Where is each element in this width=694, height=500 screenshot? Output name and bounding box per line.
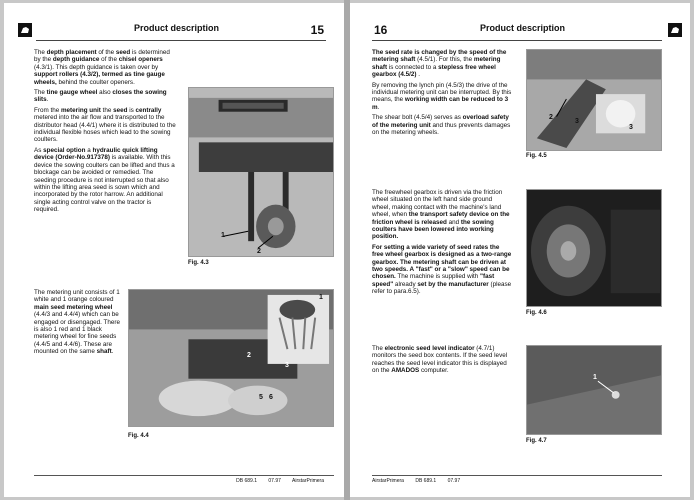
figure-caption: Fig. 4.4: [128, 433, 149, 439]
paragraph: From the metering unit the seed is centrally metered into the air flow and transported to the distributor head (4.4/1) where it is distributed to the individual flexible hoses which lead to the sowing coulters.: [34, 106, 176, 144]
paragraph: For setting a wide variety of seed rates the free wheel gearbox is designed as a two-range gearbox. The metering shaft can be driven at two speeds. A "fast" or a "slow" speed can be chosen. The machine is supplied with "fast speed" already set by the manufacturer (please refer to para.6.5).: [372, 243, 512, 296]
text-column: [372, 49, 512, 139]
text-column: [372, 345, 512, 378]
figure-label: 2: [549, 114, 553, 121]
figure-caption: Fig. 4.5: [526, 153, 547, 159]
figure-label: 1: [319, 294, 323, 301]
page-number: 16: [374, 23, 388, 37]
paragraph: The seed rate is changed by the speed of the metering shaft (4.5/1). For this, the metering shaft is connected to a stepless free wheel gearbox (4.5/2) .: [372, 49, 507, 79]
left-page: [4, 3, 344, 497]
page-number: 15: [310, 23, 324, 37]
figure-caption: Fig. 4.3: [188, 260, 209, 266]
footer-date: 07.97: [447, 478, 461, 484]
figure-caption: Fig. 4.6: [526, 310, 547, 316]
footer-doc-code: DB 689.1: [415, 478, 437, 484]
page-header: [372, 21, 662, 41]
paragraph: By removing the lynch pin (4.5/3) the drive of the individual metering unit can be interrupted. By this means, the working width can be reduced to 3 m.: [372, 81, 512, 111]
footer-model: AirstarPrimera: [372, 478, 404, 484]
brand-logo-icon: [668, 23, 682, 37]
page-title: Product description: [134, 23, 220, 33]
page-title: Product description: [480, 23, 566, 33]
footer-doc-code: DB 689.1: [236, 478, 258, 484]
text-column: [34, 49, 176, 217]
figure-label: 3: [629, 124, 633, 131]
figure-4-3-photo: [188, 87, 334, 257]
paragraph: The depth placement of the seed is determined by the depth guidance of the chisel openers (4.3/1). This depth guidance is taken over by support rollers (4.3/2), termed as tine gauge wheels, behind the coulter openers.: [34, 49, 170, 86]
figure-label: 6: [269, 394, 273, 401]
paragraph: The metering unit consists of 1 white and 1 orange coloured main seed metering wheel (4.4/3 and 4.4/4) which can be engaged or disengaged. There is also 1 red and 1 black metering wheel for fine seeds (4.4/5 and 4.4/6). These are mounted on the same shaft.: [34, 289, 121, 356]
figure-label: 3: [575, 118, 579, 125]
brand-logo-icon: [18, 23, 32, 37]
footer-model: AirstarPrimera: [292, 478, 324, 484]
figure-caption: Fig. 4.7: [526, 438, 547, 444]
figure-4-6-photo: [526, 189, 662, 307]
figure-label: 3: [285, 362, 289, 369]
page-header: [36, 21, 326, 41]
paragraph: The electronic seed level indicator (4.7/1) monitors the seed box contents. If the seed level reaches the seed level indicator this is displayed on the AMADOS computer.: [372, 345, 508, 375]
figure-4-7-photo: [526, 345, 662, 435]
paragraph: As special option a hydraulic quick lifting device (Order-No.917378) is available. With this device the sowing coulters can be lifted and thus a blockage can be avoided or remedied. The seeding procedure is not interrupted so that also within the lifting area seed is sown which and incorporated by the rotor harrow. An additional single acting control valve on the tractor is required.: [34, 146, 175, 214]
text-column: [372, 189, 512, 299]
figure-4-4-photo: [128, 289, 334, 427]
figure-4-5-photo: [526, 49, 662, 151]
footer-date: 07.97: [268, 478, 281, 484]
figure-label: 5: [259, 394, 263, 401]
page-footer: [34, 475, 334, 485]
paragraph: The freewheel gearbox is driven via the friction wheel situated on the left hand side ground wheel, making contact with the machine's land wheel, when the transport safety device on the friction wheel is released and the sowing coulters have been lowered into working position.: [372, 189, 510, 241]
figure-label: 1: [593, 374, 597, 381]
right-page: [350, 3, 690, 497]
text-column: [34, 289, 124, 359]
paragraph: The tine gauge wheel also closes the sowing slits.: [34, 89, 167, 104]
figure-label: 1: [221, 232, 225, 239]
page-footer: [372, 475, 662, 485]
paragraph: The shear bolt (4.5/4) serves as overload safety of the metering unit and thus prevents damages on the metering wheels.: [372, 114, 511, 137]
figure-label: 2: [257, 248, 261, 255]
figure-label: 2: [247, 352, 251, 359]
